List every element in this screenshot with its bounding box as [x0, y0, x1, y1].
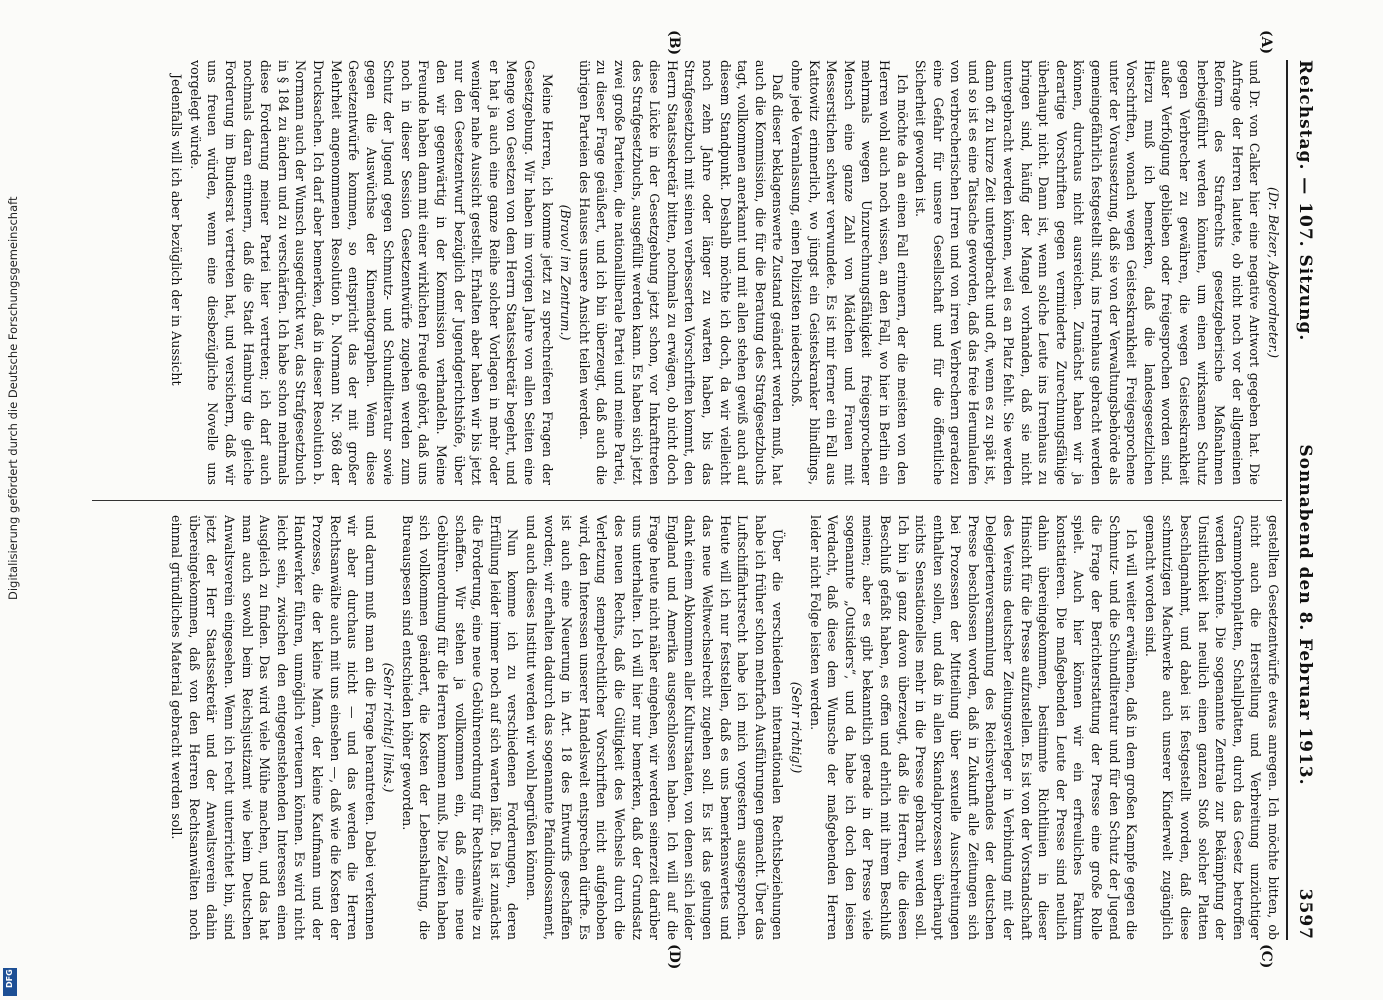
paragraph: gestellten Gesetzentwürfe etwas anregen. Ich möchte bitten, ob nicht auch die Herstellung und Verbreitung unzüchtiger Grammophonplatten, Schallplatten, durch das Gesetz betroffen werden könnte. Die sogenannte Zentrale zur Bekämpfung der Unsittlichkeit hat neulich einen ganzen Stoß solcher Platten beschlagnahmt, und dabei ist festgestellt worden, daß diese schmutzigen Machwerke auch unserer Kinderwelt zugänglich gemacht worden sind. — [1142, 515, 1281, 940]
margin-mark-c: (C) — [1258, 944, 1274, 969]
column-divider — [92, 500, 1282, 501]
margin-mark-a: (A) — [1258, 30, 1274, 55]
right-column — [92, 515, 1282, 940]
paragraph: Meine Herren, ich komme jetzt zu sprechreiferen Fragen der Gesetzgebung. Wir haben im vorigen Jahre von allen Seiten eine Menge von Gesetzen von dem Herrn Staatssekretär begehrt, und er hat ja auch eine ganze Reihe solcher Vorlagen in mehr oder weniger nahe Aussicht gestellt. Erhalten aber haben wir bis jetzt nur den Gesetzentwurf bezüglich der Jugendgerichtshöfe, über den wir gegenwärtig in der Kommission verhandeln. Meine Freunde haben dann mit einer wirklichen Freude gehört, daß uns noch in dieser Session Gesetzentwürfe zugehen werden zum Schutz der Jugend gegen Schmutz- und Schundliteratur sowie gegen die Auswüchse der Kinematographen. Wenn diese Gesetzentwürfe kommen, so entspricht das der mit großer Mehrheit angenommenen Resolution b. Normann Nr. 368 der Drucksachen. Ich darf aber bemerken, daß in dieser Resolution b. Normann auch der Wunsch ausgedrückt war, das Strafgesetzbuch in § 184 zu ändern und zu verschärfen. Ich habe schon mehrmals diese Forderung meiner Partei hier vertreten; ich darf auch nochmals daran erinnern, daß die Stadt Hamburg die gleiche Forderung im Bundesrat vertreten hat, und versichern, daß wir uns freuen würden, wenn eine diesbezügliche Novelle uns vorgelegt würde. — [187, 60, 555, 485]
paragraph: Ich möchte da an einen Fall erinnern, der die meisten von den Herren wohl auch noch wissen, an den Fall, wo hier in Berlin ein mehrmals wegen Unzurechnungsfähigkeit freigesprochener Mensch eine ganze Zahl von Mädchen und Frauen mit Messerstichen schwer verwundete. Es ist mir ferner ein Fall aus Kattowitz erinnerlich, wo jüngst ein Geisteskranker blindlings, ohne jede Veranlassung, einen Polizisten niederschoß. — [788, 60, 910, 485]
header-left: Reichstag. — 107. Sitzung. — [1295, 60, 1315, 342]
paragraph: Über die verschiedenen internationalen Rechtsbeziehungen habe ich früher schon mehrfach Ausführungen gemacht. Über das Luftschiffahrtsrecht habe ich mich vorgestern ausgesprochen. Heute will ich nur feststellen, daß es uns bemerkenswertes und das neue Weltwechselrecht zugehen soll. Es ist das gelungen dank einem Abkommen aller Kulturstaaten, von denen sich leider England und Amerika ausgeschlossen haben. Ich will auf die Frage heute nicht näher eingehen, wir werden seinerzeit darüber uns unterhalten. Ich will hier nur bemerken, daß der Grundsatz des neuen Rechts, daß die Gültigkeit des Wechsels durch die Verletzung stempelrechtlicher Vorschriften nicht aufgehoben wird, den Interessen unserer Handelswelt entsprechen dürfte. Es ist auch eine Neuerung in Art. 18 des Entwurfs geschaffen worden; wir erhalten dadurch das sogenannte Pfandindossament, und auch dieses Institut werden wir wohl begrüßen können. — [524, 515, 786, 940]
paragraph: Jedenfalls will ich aber bezüglich der in Aussicht — [169, 74, 185, 386]
margin-mark-d: (D) — [666, 944, 682, 970]
paragraph: Ich will weiter erwähnen, daß in dem großen Kampfe gegen die Schmutz- und die Schundliteratur und für den Schutz der Jugend die Frage der Berichterstattung der Presse eine große Rolle spielt. Auch hier können wir ein erfreuliches Faktum konstatieren. Die maßgebenden Leute der Presse sind neulich dahin übereingekommen, bestimmte Richtlinien in dieser Hinsicht für die Presse aufzustellen. Es ist von der Vorstandschaft des Vereins deutscher Zeitungsverleger in Verbindung mit der Delegiertenversammlung des Reichsverbandes der deutschen Presse beschlossen worden, daß in Zukunft alle Zeitungen sich bei Prozessen der Mitteilung über sexuelle Ausschreitungen enthalten sollen, und daß in allen Skandalprozessen überhaupt nichts Sensationelles mehr in die Presse gebracht werden soll. Ich bin ja ganz davon überzeugt, daß die Herren, die diesen Beschluß gefaßt haben, es offen und ehrlich mit ihrem Beschluß meinen; aber es gibt bekanntlich gerade in der Presse viele sogenannte „Outsiders“, und da habe ich doch den leisen Verdacht, daß diese dem Wunsche der maßgebenden Herren leider nicht Folge leisten werden. — [807, 515, 1140, 940]
applause-note: (Sehr richtig!) — [788, 681, 804, 774]
dfg-logo-text: DFG — [5, 969, 14, 988]
paragraph: Nun komme ich zu verschiedenen Forderungen, deren Erfüllung leider immer noch auf sich warten läßt. Da ist zunächst die Forderung, eine neue Gebührenordnung für Rechtsanwälte zu schaffen. Wir stehen ja vollkommen ein, daß eine neue Gebührenordnung für die Herren kommen muß. Die Zeiten haben sich vollkommen geändert, die Kosten der Lebenshaltung, die Bureauspesen sind entschieden höher geworden. — [399, 515, 521, 940]
speaker-label: (Dr. Belzer, Abgeordneter.) — [1266, 186, 1281, 359]
page-header — [1286, 60, 1322, 940]
digitization-credit — [6, 196, 20, 601]
paragraph: und darum muß man an die Frage herantreten. Dabei verkennen wir aber durchaus nicht — und das werden die Herren Rechtsanwälte auch mit uns einsehen —, daß wie die Kosten der Prozesse, die der kleine Mann, der kleine Kaufmann und der Handwerker führen, unmöglich verteuern können. Es wird nicht leicht sein, zwischen den entgegenstehenden Interessen einen Ausgleich zu finden. Das wird viele Mühe machen, und das hat man auch sowohl beim Reichsjustizamt wie beim Deutschen Anwaltsverein eingesehen. Wenn ich recht unterrichtet bin, sind jetzt der Herr Staatssekretär und der Anwaltsverein dahin übereingekommen, daß von den Herren Rechtsanwälten noch einmal gründliches Material gebracht werden soll. — [169, 515, 378, 940]
rotated-page-content — [82, 30, 1322, 970]
page-number: 3597 — [1295, 888, 1315, 940]
paragraph: und Dr. von Calker hier eine negative Antwort gegeben hat. Die Anfrage der Herren lautete, ob nicht noch vor der allgemeinen Reform des Strafrechts gesetzgeberische Maßnahmen herbeigeführt werden könnten, um einen wirksamen Schutz gegen Verbrecher zu gewähren, die wegen Geisteskrankheit außer Verfolgung geblieben oder freigesprochen worden sind. Hierzu muß ich bemerken, daß die landesgesetzlichen Vorschriften, wonach wegen Geisteskrankheit Freigesprochene unter der Voraussetzung, daß sie von der Verwaltungsbehörde als gemeingefährlich festgestellt sind, ins Irrenhaus gebracht werden können, durchaus nicht ausreichen. Zunächst haben wir ja derartige Vorschriften gegen verminderte Zurechnungsfähige überhaupt nicht. Dann ist, wenn solche Leute ins Irrenhaus zu bringen sind, häufig der Mangel vorhanden, daß sie nicht untergebracht werden können, weil es an Platz fehlt. Sie werden dann oft zu kurze Zeit untergebracht und oft, wenn es zu spät ist, und so ist es eine Tatsache geworden, daß das freie Herumlaufen von verbrecherischen Irren und von irren Verbrechern geradezu eine Gefahr für unsere Gesellschaft und für die öffentliche Sicherheit geworden ist. — [913, 60, 1263, 485]
left-column — [92, 60, 1282, 485]
margin-mark-b: (B) — [666, 30, 682, 56]
applause-note: (Bravo! im Zentrum.) — [558, 204, 574, 341]
text-columns — [92, 60, 1282, 940]
paragraph: Daß dieser beklagenswerte Zustand geändert werden muß, hat auch die Kommission, die für die Beratung des Strafgesetzbuchs tagt, vollkommen anerkannt und mit allen stehen gewiß auch auf diesem Standpunkt. Deshalb möchte ich doch, da wir vielleicht noch zehn Jahre oder länger zu warten haben, bis das Strafgesetzbuch mit seinen verbesserten Vorschriften kommt, den Herrn Staatssekretär bitten, nochmals zu erwägen, ob nicht doch diese Lücke in der Gesetzgebung jetzt schon, vor Inkrafttreten des Strafgesetzbuchs, ausgefüllt werden kann. Es haben sich jetzt zwei große Parteien, die nationalliberale Partei und meine Partei, zu dieser Frage geäußert, und ich bin überzeugt, daß auch die übrigen Parteien des Hauses unsere Ansicht teilen werden. — [576, 60, 786, 485]
header-date: Sonnabend den 8. Februar 1913. — [1295, 444, 1315, 786]
dfg-logo — [3, 968, 17, 996]
credit-text: Digitalisierung gefördert durch die Deutsche Forschungsgemeinschaft — [6, 196, 20, 600]
applause-note: (Sehr richtig! links.) — [381, 662, 397, 793]
